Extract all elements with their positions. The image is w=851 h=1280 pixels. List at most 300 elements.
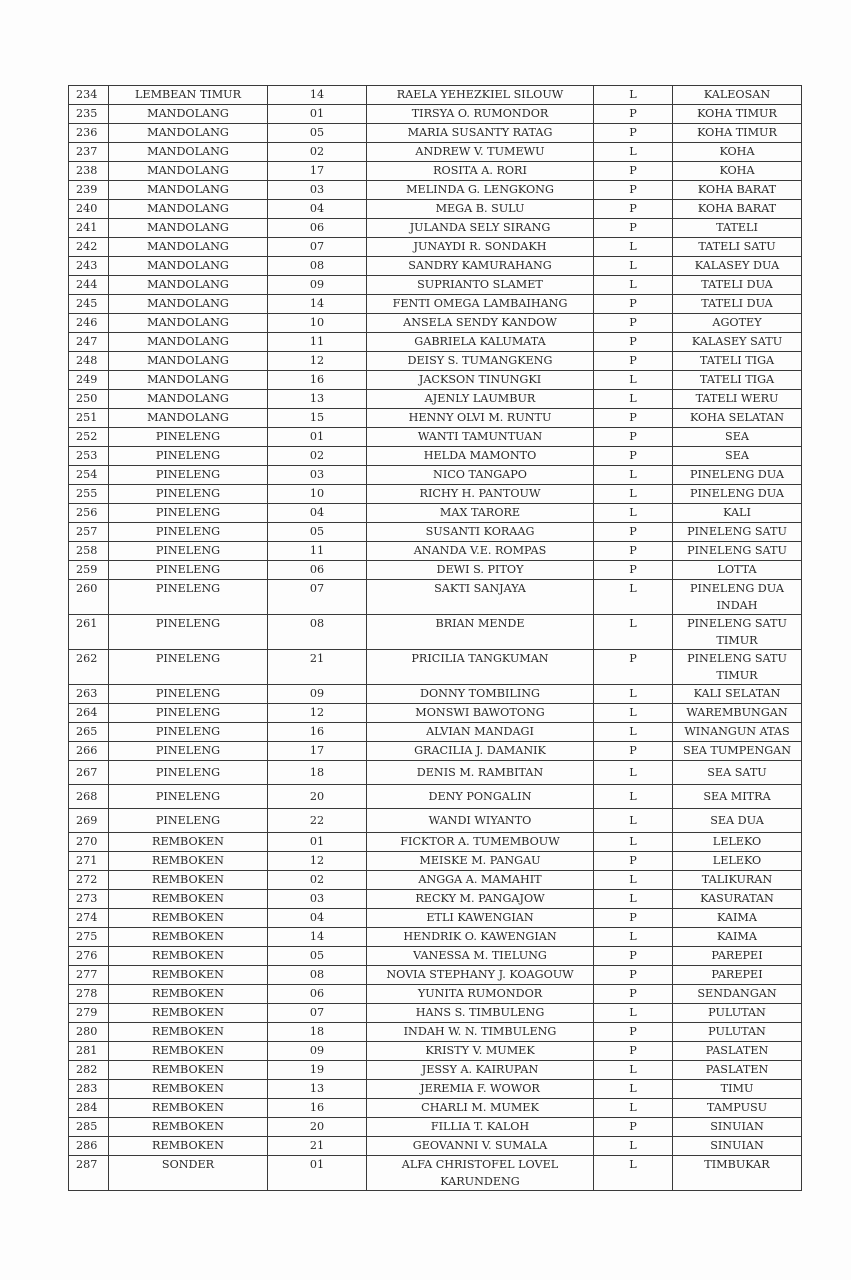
name-cell: ALVIAN MANDAGI <box>367 723 594 742</box>
code-cell: 21 <box>268 650 367 685</box>
gender-cell: P <box>594 1023 673 1042</box>
name-cell: ALFA CHRISTOFEL LOVEL KARUNDENG <box>367 1156 594 1191</box>
name-cell: ETLI KAWENGIAN <box>367 909 594 928</box>
district-cell: MANDOLANG <box>109 238 268 257</box>
village-cell: SENDANGAN <box>673 985 802 1004</box>
code-cell: 04 <box>268 909 367 928</box>
table-row <box>69 742 802 761</box>
table-row <box>69 985 802 1004</box>
village-cell: SINUIAN <box>673 1118 802 1137</box>
code-cell: 22 <box>268 809 367 833</box>
code-cell: 07 <box>268 580 367 615</box>
row-number-cell: 240 <box>69 200 109 219</box>
code-cell: 18 <box>268 761 367 785</box>
gender-cell: P <box>594 852 673 871</box>
name-cell: MEISKE M. PANGAU <box>367 852 594 871</box>
name-cell: INDAH W. N. TIMBULENG <box>367 1023 594 1042</box>
district-cell: PINELENG <box>109 809 268 833</box>
code-cell: 20 <box>268 785 367 809</box>
gender-cell: P <box>594 200 673 219</box>
district-cell: PINELENG <box>109 542 268 561</box>
gender-cell: L <box>594 86 673 105</box>
gender-cell: P <box>594 1118 673 1137</box>
code-cell: 03 <box>268 466 367 485</box>
row-number-cell: 264 <box>69 704 109 723</box>
name-cell: FENTI OMEGA LAMBAIHANG <box>367 295 594 314</box>
table-row <box>69 615 802 650</box>
village-cell: LELEKO <box>673 833 802 852</box>
code-cell: 13 <box>268 390 367 409</box>
name-cell: JESSY A. KAIRUPAN <box>367 1061 594 1080</box>
village-cell: TIMU <box>673 1080 802 1099</box>
district-cell: MANDOLANG <box>109 371 268 390</box>
village-cell: WINANGUN ATAS <box>673 723 802 742</box>
village-cell: LELEKO <box>673 852 802 871</box>
gender-cell: P <box>594 333 673 352</box>
name-cell: PRICILIA TANGKUMAN <box>367 650 594 685</box>
row-number-cell: 284 <box>69 1099 109 1118</box>
village-cell: PAREPEI <box>673 947 802 966</box>
village-cell: TAMPUSU <box>673 1099 802 1118</box>
name-cell: GABRIELA KALUMATA <box>367 333 594 352</box>
row-number-cell: 253 <box>69 447 109 466</box>
village-cell: SEA MITRA <box>673 785 802 809</box>
table-row <box>69 723 802 742</box>
row-number-cell: 267 <box>69 761 109 785</box>
village-cell: PAREPEI <box>673 966 802 985</box>
row-number-cell: 249 <box>69 371 109 390</box>
code-cell: 08 <box>268 966 367 985</box>
gender-cell: P <box>594 947 673 966</box>
name-cell: HENDRIK O. KAWENGIAN <box>367 928 594 947</box>
district-cell: PINELENG <box>109 561 268 580</box>
gender-cell: L <box>594 809 673 833</box>
table-row <box>69 580 802 615</box>
code-cell: 01 <box>268 105 367 124</box>
village-cell: KALASEY SATU <box>673 333 802 352</box>
name-cell: RICHY H. PANTOUW <box>367 485 594 504</box>
gender-cell: L <box>594 504 673 523</box>
gender-cell: L <box>594 1061 673 1080</box>
code-cell: 14 <box>268 295 367 314</box>
gender-cell: L <box>594 238 673 257</box>
row-number-cell: 236 <box>69 124 109 143</box>
code-cell: 02 <box>268 871 367 890</box>
code-cell: 02 <box>268 143 367 162</box>
code-cell: 06 <box>268 561 367 580</box>
row-number-cell: 277 <box>69 966 109 985</box>
row-number-cell: 281 <box>69 1042 109 1061</box>
gender-cell: L <box>594 1137 673 1156</box>
gender-cell: L <box>594 1156 673 1191</box>
row-number-cell: 242 <box>69 238 109 257</box>
code-cell: 05 <box>268 124 367 143</box>
table-row <box>69 162 802 181</box>
gender-cell: P <box>594 409 673 428</box>
code-cell: 03 <box>268 890 367 909</box>
code-cell: 20 <box>268 1118 367 1137</box>
district-cell: REMBOKEN <box>109 1023 268 1042</box>
name-cell: MAX TARORE <box>367 504 594 523</box>
table-row <box>69 409 802 428</box>
district-cell: REMBOKEN <box>109 852 268 871</box>
gender-cell: L <box>594 390 673 409</box>
code-cell: 02 <box>268 447 367 466</box>
row-number-cell: 262 <box>69 650 109 685</box>
district-cell: REMBOKEN <box>109 928 268 947</box>
code-cell: 11 <box>268 333 367 352</box>
code-cell: 16 <box>268 371 367 390</box>
district-cell: MANDOLANG <box>109 333 268 352</box>
village-cell: KOHA <box>673 143 802 162</box>
village-cell: KOHA SELATAN <box>673 409 802 428</box>
roster-table-body <box>69 86 802 1191</box>
table-row <box>69 238 802 257</box>
row-number-cell: 283 <box>69 1080 109 1099</box>
gender-cell: P <box>594 314 673 333</box>
name-cell: SANDRY KAMURAHANG <box>367 257 594 276</box>
code-cell: 05 <box>268 523 367 542</box>
district-cell: REMBOKEN <box>109 1137 268 1156</box>
name-cell: JACKSON TINUNGKI <box>367 371 594 390</box>
village-cell: KAIMA <box>673 909 802 928</box>
gender-cell: L <box>594 761 673 785</box>
district-cell: MANDOLANG <box>109 124 268 143</box>
row-number-cell: 269 <box>69 809 109 833</box>
row-number-cell: 271 <box>69 852 109 871</box>
village-cell: KALASEY DUA <box>673 257 802 276</box>
district-cell: PINELENG <box>109 504 268 523</box>
table-row <box>69 143 802 162</box>
code-cell: 16 <box>268 723 367 742</box>
code-cell: 14 <box>268 928 367 947</box>
village-cell: PULUTAN <box>673 1004 802 1023</box>
row-number-cell: 279 <box>69 1004 109 1023</box>
name-cell: MARIA SUSANTY RATAG <box>367 124 594 143</box>
village-cell: PINELENG DUA INDAH <box>673 580 802 615</box>
code-cell: 12 <box>268 852 367 871</box>
table-row <box>69 909 802 928</box>
name-cell: MEGA B. SULU <box>367 200 594 219</box>
roster-table <box>68 85 802 1191</box>
district-cell: MANDOLANG <box>109 314 268 333</box>
name-cell: DENY PONGALIN <box>367 785 594 809</box>
table-row <box>69 124 802 143</box>
table-row <box>69 1156 802 1191</box>
name-cell: GEOVANNI V. SUMALA <box>367 1137 594 1156</box>
district-cell: REMBOKEN <box>109 890 268 909</box>
name-cell: YUNITA RUMONDOR <box>367 985 594 1004</box>
gender-cell: P <box>594 447 673 466</box>
name-cell: RAELA YEHEZKIEL SILOUW <box>367 86 594 105</box>
row-number-cell: 239 <box>69 181 109 200</box>
code-cell: 21 <box>268 1137 367 1156</box>
table-row <box>69 257 802 276</box>
row-number-cell: 276 <box>69 947 109 966</box>
table-row <box>69 1080 802 1099</box>
table-row <box>69 352 802 371</box>
village-cell: KAIMA <box>673 928 802 947</box>
village-cell: PINELENG SATU TIMUR <box>673 650 802 685</box>
village-cell: PASLATEN <box>673 1042 802 1061</box>
district-cell: REMBOKEN <box>109 1004 268 1023</box>
table-row <box>69 650 802 685</box>
gender-cell: P <box>594 966 673 985</box>
table-row <box>69 809 802 833</box>
name-cell: NOVIA STEPHANY J. KOAGOUW <box>367 966 594 985</box>
table-row <box>69 928 802 947</box>
village-cell: TATELI TIGA <box>673 371 802 390</box>
gender-cell: L <box>594 371 673 390</box>
gender-cell: L <box>594 833 673 852</box>
gender-cell: P <box>594 219 673 238</box>
table-row <box>69 1004 802 1023</box>
gender-cell: L <box>594 785 673 809</box>
name-cell: GRACILIA J. DAMANIK <box>367 742 594 761</box>
name-cell: DENIS M. RAMBITAN <box>367 761 594 785</box>
table-row <box>69 1137 802 1156</box>
row-number-cell: 241 <box>69 219 109 238</box>
gender-cell: P <box>594 742 673 761</box>
gender-cell: L <box>594 485 673 504</box>
gender-cell: P <box>594 162 673 181</box>
gender-cell: P <box>594 650 673 685</box>
code-cell: 17 <box>268 742 367 761</box>
village-cell: KOHA BARAT <box>673 200 802 219</box>
row-number-cell: 252 <box>69 428 109 447</box>
row-number-cell: 257 <box>69 523 109 542</box>
district-cell: MANDOLANG <box>109 257 268 276</box>
code-cell: 06 <box>268 219 367 238</box>
table-row <box>69 523 802 542</box>
table-row <box>69 295 802 314</box>
table-row <box>69 704 802 723</box>
district-cell: MANDOLANG <box>109 219 268 238</box>
table-row <box>69 966 802 985</box>
name-cell: DONNY TOMBILING <box>367 685 594 704</box>
name-cell: TIRSYA O. RUMONDOR <box>367 105 594 124</box>
row-number-cell: 250 <box>69 390 109 409</box>
gender-cell: P <box>594 985 673 1004</box>
name-cell: JEREMIA F. WOWOR <box>367 1080 594 1099</box>
table-row <box>69 1118 802 1137</box>
code-cell: 04 <box>268 504 367 523</box>
name-cell: VANESSA M. TIELUNG <box>367 947 594 966</box>
gender-cell: P <box>594 105 673 124</box>
district-cell: PINELENG <box>109 466 268 485</box>
table-row <box>69 852 802 871</box>
code-cell: 12 <box>268 704 367 723</box>
gender-cell: L <box>594 615 673 650</box>
name-cell: MONSWI BAWOTONG <box>367 704 594 723</box>
name-cell: FICKTOR A. TUMEMBOUW <box>367 833 594 852</box>
village-cell: PASLATEN <box>673 1061 802 1080</box>
village-cell: SEA <box>673 428 802 447</box>
row-number-cell: 273 <box>69 890 109 909</box>
district-cell: PINELENG <box>109 785 268 809</box>
village-cell: TATELI DUA <box>673 295 802 314</box>
table-row <box>69 542 802 561</box>
gender-cell: P <box>594 909 673 928</box>
village-cell: LOTTA <box>673 561 802 580</box>
row-number-cell: 238 <box>69 162 109 181</box>
name-cell: DEWI S. PITOY <box>367 561 594 580</box>
village-cell: PINELENG DUA <box>673 485 802 504</box>
code-cell: 12 <box>268 352 367 371</box>
row-number-cell: 245 <box>69 295 109 314</box>
table-row <box>69 871 802 890</box>
name-cell: AJENLY LAUMBUR <box>367 390 594 409</box>
village-cell: TIMBUKAR <box>673 1156 802 1191</box>
gender-cell: L <box>594 685 673 704</box>
district-cell: MANDOLANG <box>109 295 268 314</box>
gender-cell: L <box>594 871 673 890</box>
district-cell: MANDOLANG <box>109 200 268 219</box>
district-cell: PINELENG <box>109 615 268 650</box>
row-number-cell: 235 <box>69 105 109 124</box>
district-cell: REMBOKEN <box>109 966 268 985</box>
row-number-cell: 243 <box>69 257 109 276</box>
name-cell: JUNAYDI R. SONDAKH <box>367 238 594 257</box>
code-cell: 08 <box>268 615 367 650</box>
code-cell: 10 <box>268 314 367 333</box>
village-cell: TATELI TIGA <box>673 352 802 371</box>
district-cell: MANDOLANG <box>109 181 268 200</box>
village-cell: PINELENG DUA <box>673 466 802 485</box>
row-number-cell: 237 <box>69 143 109 162</box>
row-number-cell: 258 <box>69 542 109 561</box>
gender-cell: L <box>594 466 673 485</box>
row-number-cell: 265 <box>69 723 109 742</box>
code-cell: 11 <box>268 542 367 561</box>
table-row <box>69 181 802 200</box>
village-cell: KASURATAN <box>673 890 802 909</box>
code-cell: 07 <box>268 1004 367 1023</box>
table-row <box>69 105 802 124</box>
gender-cell: L <box>594 928 673 947</box>
gender-cell: L <box>594 1099 673 1118</box>
code-cell: 06 <box>268 985 367 1004</box>
row-number-cell: 260 <box>69 580 109 615</box>
gender-cell: P <box>594 352 673 371</box>
gender-cell: P <box>594 181 673 200</box>
gender-cell: P <box>594 1042 673 1061</box>
gender-cell: P <box>594 523 673 542</box>
table-row <box>69 466 802 485</box>
gender-cell: P <box>594 295 673 314</box>
village-cell: AGOTEY <box>673 314 802 333</box>
district-cell: PINELENG <box>109 761 268 785</box>
district-cell: REMBOKEN <box>109 1099 268 1118</box>
district-cell: MANDOLANG <box>109 276 268 295</box>
gender-cell: L <box>594 890 673 909</box>
gender-cell: L <box>594 143 673 162</box>
village-cell: SINUIAN <box>673 1137 802 1156</box>
code-cell: 09 <box>268 1042 367 1061</box>
row-number-cell: 275 <box>69 928 109 947</box>
district-cell: REMBOKEN <box>109 1080 268 1099</box>
row-number-cell: 263 <box>69 685 109 704</box>
name-cell: WANTI TAMUNTUAN <box>367 428 594 447</box>
name-cell: HENNY OLVI M. RUNTU <box>367 409 594 428</box>
code-cell: 18 <box>268 1023 367 1042</box>
district-cell: MANDOLANG <box>109 352 268 371</box>
village-cell: KALI <box>673 504 802 523</box>
district-cell: PINELENG <box>109 580 268 615</box>
district-cell: PINELENG <box>109 447 268 466</box>
row-number-cell: 234 <box>69 86 109 105</box>
table-row <box>69 890 802 909</box>
code-cell: 16 <box>268 1099 367 1118</box>
village-cell: TALIKURAN <box>673 871 802 890</box>
village-cell: PINELENG SATU <box>673 542 802 561</box>
village-cell: SEA SATU <box>673 761 802 785</box>
name-cell: ANGGA A. MAMAHIT <box>367 871 594 890</box>
village-cell: KOHA TIMUR <box>673 105 802 124</box>
district-cell: REMBOKEN <box>109 871 268 890</box>
district-cell: REMBOKEN <box>109 909 268 928</box>
row-number-cell: 270 <box>69 833 109 852</box>
district-cell: LEMBEAN TIMUR <box>109 86 268 105</box>
village-cell: SEA <box>673 447 802 466</box>
table-row <box>69 785 802 809</box>
gender-cell: L <box>594 1080 673 1099</box>
row-number-cell: 285 <box>69 1118 109 1137</box>
table-row <box>69 485 802 504</box>
district-cell: PINELENG <box>109 428 268 447</box>
name-cell: HELDA MAMONTO <box>367 447 594 466</box>
village-cell: KOHA <box>673 162 802 181</box>
row-number-cell: 282 <box>69 1061 109 1080</box>
row-number-cell: 261 <box>69 615 109 650</box>
table-row <box>69 833 802 852</box>
name-cell: NICO TANGAPO <box>367 466 594 485</box>
table-row <box>69 947 802 966</box>
gender-cell: L <box>594 723 673 742</box>
village-cell: KALEOSAN <box>673 86 802 105</box>
table-row <box>69 219 802 238</box>
code-cell: 09 <box>268 276 367 295</box>
district-cell: MANDOLANG <box>109 162 268 181</box>
name-cell: ROSITA A. RORI <box>367 162 594 181</box>
gender-cell: L <box>594 276 673 295</box>
table-row <box>69 314 802 333</box>
district-cell: REMBOKEN <box>109 985 268 1004</box>
name-cell: ANDREW V. TUMEWU <box>367 143 594 162</box>
name-cell: CHARLI M. MUMEK <box>367 1099 594 1118</box>
name-cell: ANSELA SENDY KANDOW <box>367 314 594 333</box>
name-cell: SUPRIANTO SLAMET <box>367 276 594 295</box>
table-row <box>69 333 802 352</box>
row-number-cell: 268 <box>69 785 109 809</box>
code-cell: 14 <box>268 86 367 105</box>
name-cell: SAKTI SANJAYA <box>367 580 594 615</box>
table-row <box>69 86 802 105</box>
village-cell: SEA DUA <box>673 809 802 833</box>
row-number-cell: 278 <box>69 985 109 1004</box>
district-cell: REMBOKEN <box>109 1042 268 1061</box>
row-number-cell: 259 <box>69 561 109 580</box>
row-number-cell: 251 <box>69 409 109 428</box>
table-row <box>69 276 802 295</box>
code-cell: 04 <box>268 200 367 219</box>
table-row <box>69 200 802 219</box>
village-cell: KALI SELATAN <box>673 685 802 704</box>
gender-cell: L <box>594 1004 673 1023</box>
table-row <box>69 390 802 409</box>
code-cell: 08 <box>268 257 367 276</box>
row-number-cell: 274 <box>69 909 109 928</box>
